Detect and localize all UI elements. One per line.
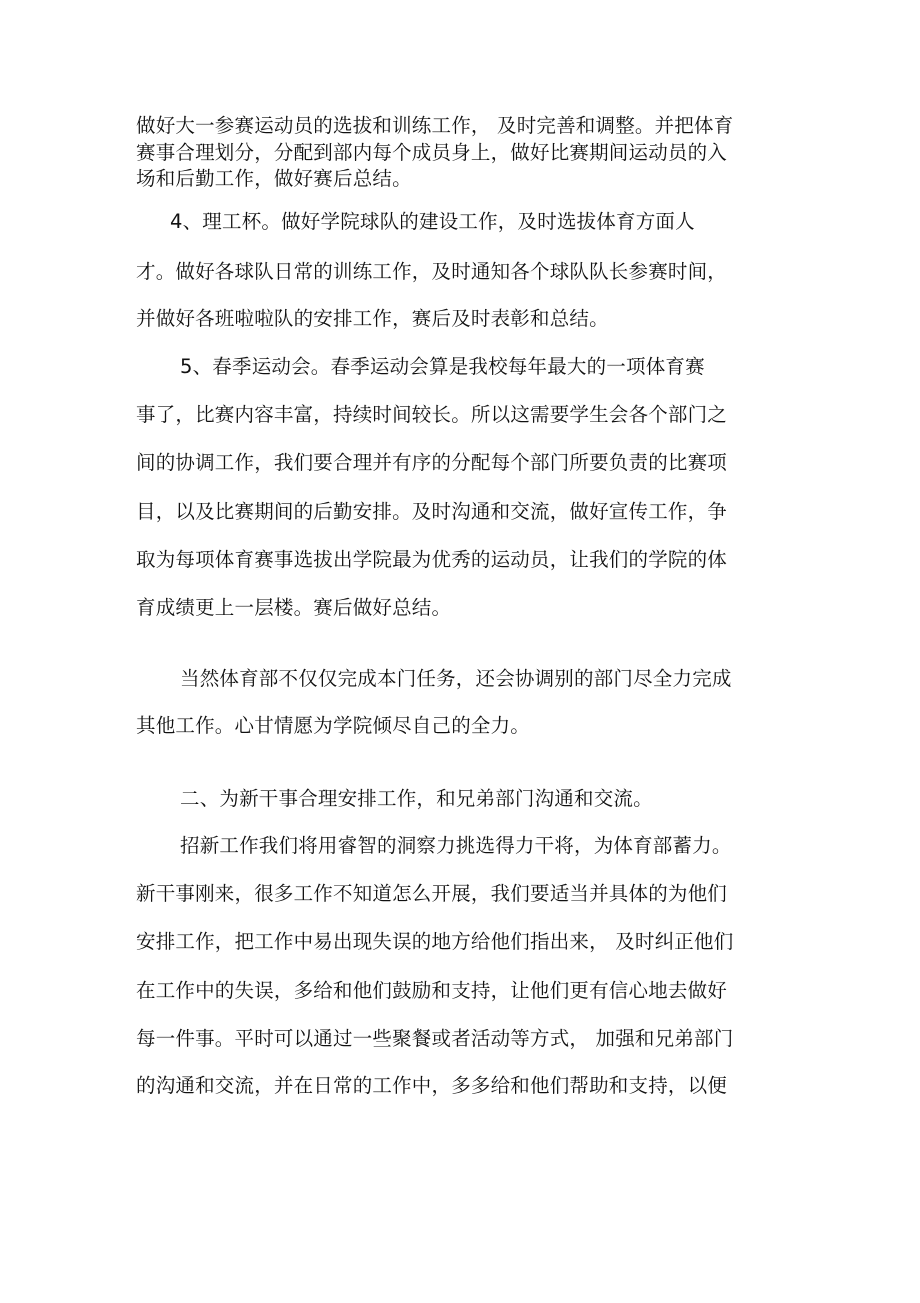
- text-line: 安排工作，把工作中易出现失误的地方给他们指出来， 及时纠正他们: [136, 930, 734, 953]
- text-line: 间的协调工作，我们要合理并有序的分配每个部门所要负责的比赛项: [136, 451, 728, 474]
- text-line: 事了，比赛内容丰富，持续时间较长。所以这需要学生会各个部门之: [136, 403, 728, 426]
- text-line: 取为每项体育赛事选拔出学院最为优秀的运动员，让我们的学院的体: [136, 548, 728, 571]
- text-line: 招新工作我们将用睿智的洞察力挑选得力干将，为体育部蓄力。: [180, 834, 732, 857]
- text-line: 做好大一参赛运动员的选拔和训练工作， 及时完善和调整。并把体育: [136, 114, 734, 137]
- text-line: 其他工作。心甘情愿为学院倾尽自己的全力。: [136, 714, 531, 737]
- text-line: 的沟通和交流，并在日常的工作中，多多给和他们帮助和支持，以便: [136, 1074, 728, 1097]
- text-line: 赛事合理划分，分配到部内每个成员身上，做好比赛期间运动员的入: [136, 141, 728, 164]
- text-line: 5、春季运动会。春季运动会算是我校每年最大的一项体育赛: [180, 355, 705, 378]
- section-heading: 二、为新干事合理安排工作，和兄弟部门沟通和交流。: [180, 787, 653, 810]
- text-line: 新干事刚来，很多工作不知道怎么开展，我们要适当并具体的为他们: [136, 882, 728, 905]
- text-line: 每一件事。平时可以通过一些聚餐或者活动等方式， 加强和兄弟部门: [136, 1027, 734, 1050]
- text-line: 在工作中的失误，多给和他们鼓励和支持，让他们更有信心地去做好: [136, 979, 728, 1002]
- text-line: 育成绩更上一层楼。赛后做好总结。: [136, 596, 452, 619]
- text-line: 目，以及比赛期间的后勤安排。及时沟通和交流，做好宣传工作，争: [136, 500, 728, 523]
- text-line: 当然体育部不仅仅完成本门任务，还会协调别的部门尽全力完成: [180, 667, 732, 690]
- text-line: 4、理工杯。做好学院球队的建设工作，及时选拔体育方面人: [170, 210, 695, 233]
- text-line: 并做好各班啦啦队的安排工作，赛后及时表彰和总结。: [136, 307, 609, 330]
- text-line: 才。做好各球队日常的训练工作，及时通知各个球队队长参赛时间，: [136, 260, 728, 283]
- text-line: 场和后勤工作，做好赛后总结。: [136, 167, 412, 190]
